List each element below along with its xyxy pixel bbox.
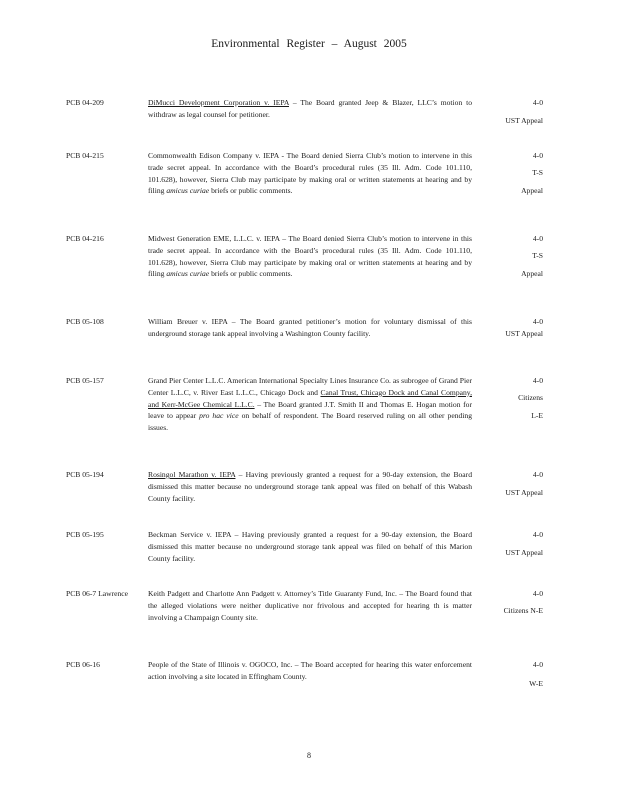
vote-count: 4-0	[532, 317, 543, 326]
entry-description	[148, 150, 472, 197]
entry-description	[148, 529, 472, 564]
case-type: UST Appeal	[505, 116, 543, 125]
case-number: PCB 04-215	[66, 151, 104, 160]
case-type: UST Appeal	[505, 548, 543, 557]
entry-text: – The Board granted Jeep & Blazer, LLC’s motion to withdraw as legal counsel for petitioner.	[148, 98, 473, 119]
vote-count: 4-0	[532, 376, 543, 385]
entry-description	[148, 316, 472, 340]
entry-description	[148, 588, 472, 623]
vote-count: 4-0	[532, 234, 543, 243]
case-type-secondary: Appeal	[521, 186, 543, 195]
case-type: T-S	[532, 251, 543, 260]
case-type: Citizens	[518, 393, 543, 402]
case-type: Citizens N-E	[503, 606, 543, 615]
page-title: Environmental Register – August 2005	[211, 38, 407, 50]
case-number: PCB 05-194	[66, 470, 104, 479]
case-number: PCB 06-16	[66, 660, 100, 669]
italic-term: pro hac vice	[199, 411, 239, 421]
entry-text-tail: briefs or public comments.	[209, 186, 293, 196]
case-type: W-E	[529, 679, 543, 688]
case-caption: DiMucci Development Corporation v. IEPA	[148, 98, 289, 107]
case-number: PCB 05-195	[66, 530, 104, 539]
entry-text-tail: on behalf of respondent. The Board reserved ruling on all other pending issues.	[148, 411, 473, 433]
vote-count: 4-0	[532, 530, 543, 539]
case-type: T-S	[532, 168, 543, 177]
case-type-secondary: Appeal	[521, 269, 543, 278]
vote-count: 4-0	[532, 470, 543, 479]
entry-text: – Having previously granted a request for a 90-day extension, the Board dismissed this matter because no underground storage tank appeal was filed on behalf of this Wabash County facility.	[148, 470, 472, 503]
page-number: 8	[307, 751, 311, 760]
entry-description	[148, 97, 472, 121]
vote-count: 4-0	[532, 589, 543, 598]
entry-text: Grand Pier Center L.L.C. American International Specialty Lines Insurance Co. as subrogee of Grand Pier Center L.L.C, v. River East L.L.C., Chicago Dock and	[148, 376, 472, 397]
entry-description	[148, 659, 472, 683]
case-caption: Rosingol Marathon v. IEPA	[148, 470, 236, 479]
entry-text-tail: briefs or public comments.	[209, 269, 293, 279]
italic-term: amicus curiae	[166, 186, 210, 196]
vote-count: 4-0	[532, 660, 543, 669]
case-number: PCB 05-108	[66, 317, 104, 326]
entry-text: Commonwealth Edison Company v. IEPA - The Board denied Sierra Club’s motion to intervene in this trade secret appeal. In accordance with the Board’s procedural rules (35 Ill. Adm. Code 101.110, 101.628), however, Sierra Club may participate by making oral or written statements at hearing and by filing	[148, 151, 472, 196]
entry-description	[148, 375, 472, 434]
case-number: PCB 04-216	[66, 234, 104, 243]
vote-count: 4-0	[532, 98, 543, 107]
case-number: PCB 05-157	[66, 376, 104, 385]
entry-text: Beckman Service v. IEPA – Having previously granted a request for a 90-day extension, the Board dismissed this matter because no underground storage tank appeal was filed on behalf of this Marion County facility.	[148, 530, 472, 563]
entry-text-middle: – The Board granted J.T. Smith II and Thomas E. Hogan motion for leave to appear	[148, 399, 472, 421]
vote-count: 4-0	[532, 151, 543, 160]
case-caption: Canal Trust, Chicago Dock and Canal Company, and Kerr-McGee Chemical L.L.C.	[148, 387, 472, 409]
entry-description	[148, 469, 472, 504]
entry-text: William Breuer v. IEPA – The Board granted petitioner’s motion for voluntary dismissal of this underground storage tank appeal involving a Washington County facility.	[148, 317, 472, 338]
case-number: PCB 06-7 Lawrence	[66, 589, 128, 598]
case-type-secondary: L-E	[531, 411, 543, 420]
entry-text: Keith Padgett and Charlotte Ann Padgett v. Attorney’s Title Guaranty Fund, Inc. – The Board found that the alleged violations were neither duplicative nor frivolous and accepted for hearing th is matter involving a Champaign County site.	[148, 589, 472, 622]
entry-text: People of the State of Illinois v. OGOCO, Inc. – The Board accepted for hearing this water enforcement action involving a site located in Effingham County.	[148, 660, 472, 681]
italic-term: amicus curiae	[166, 269, 210, 279]
case-number: PCB 04-209	[66, 98, 104, 107]
case-type: UST Appeal	[505, 488, 543, 497]
case-type: UST Appeal	[505, 329, 543, 338]
entry-description	[148, 233, 472, 280]
entry-text: Midwest Generation EME, L.L.C. v. IEPA – The Board denied Sierra Club’s motion to intervene in this trade secret appeal. In accordance with the Board’s procedural rules (35 Ill. Adm. Code 101.110, 101.628), however, Sierra Club may participate by making oral or written statements at hearing and by filing	[148, 234, 472, 279]
